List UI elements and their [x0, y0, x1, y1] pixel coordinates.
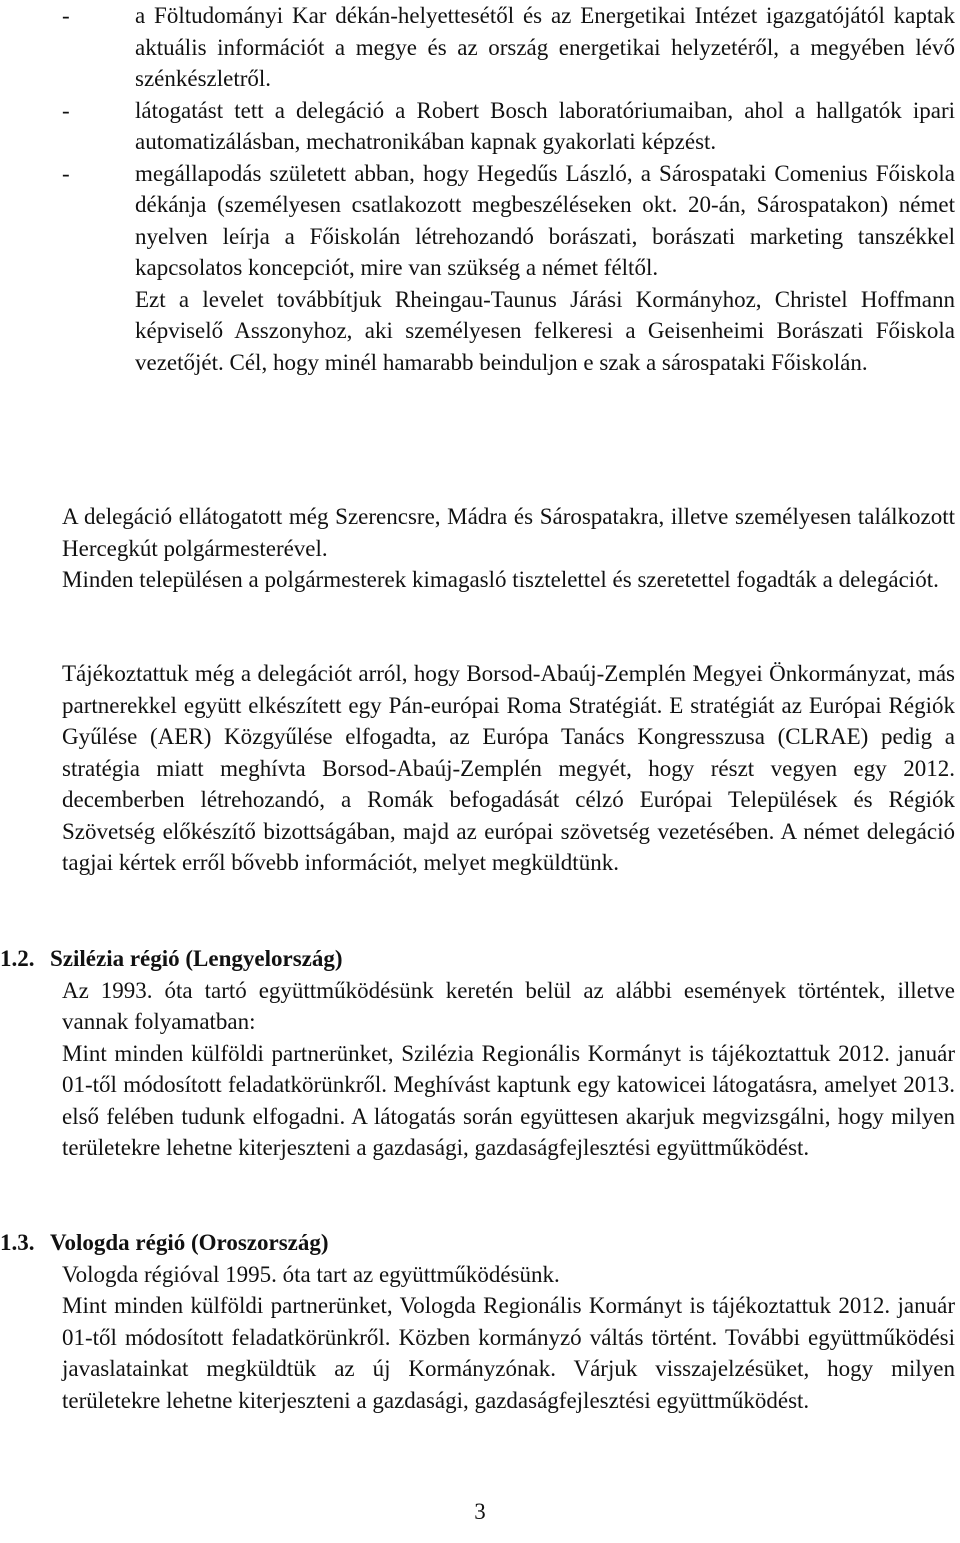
section-title: Szilézia régió (Lengyelország): [50, 946, 343, 971]
bullet-dash: -: [62, 97, 70, 123]
bullet-item: [62, 158, 955, 284]
section-vologda: [0, 1227, 955, 1416]
section-title: Vologda régió (Oroszország): [50, 1230, 329, 1255]
section-number: 1.3.: [0, 1230, 35, 1255]
bullet-dash: -: [62, 3, 70, 28]
page-number: 3: [474, 1499, 486, 1524]
paragraph-roma-strategy: Tájékoztattuk még a delegációt arról, hogy Borsod-Abaúj-Zemplén Megyei Önkormányzat, más partnerekkel együtt elkészített egy Pán-európai Roma Stratégiát. E stratégiát az Európai Régiók Gyűlése (AER) Közgyűlése elfogadta, az Európa Tanács Kongresszusa (CLRAE) pedig a stratégia miatt meghívta Borsod-Abaúj-Zemplén megyét, hogy részt vegyen egy 2012. decemberben létrehozandó, a Romák befogadását célzó Európai Települések és Régiók Szövetség előkészítő bizottságában, majd az európai szövetség vezetésében. A német delegáció tagjai kértek erről bővebb információt, melyet megküldtünk.: [62, 661, 955, 875]
section-body: [0, 1259, 955, 1417]
section-paragraph: Vologda régióval 1995. óta tart az együttműködésünk.: [62, 1261, 560, 1287]
bullet-list: [62, 0, 955, 378]
section-heading: [0, 1227, 955, 1259]
section-paragraph: Mint minden külföldi partnerünket, Szilézia Regionális Kormányt is tájékoztattuk 2012. január 01-től módosított feladatkörünkről. Meghívást kaptunk egy katowicei látogatásra, amelyet 2013. első felében tudunk elfogadni. A látogatás során együttesen akarjuk megvizsgálni, hogy milyen területekre lehetne kiterjeszteni a gazdasági, gazdaságfejlesztési együttműködést.: [62, 1040, 955, 1160]
section-body: [0, 975, 955, 1164]
paragraph-delegation-welcome: Minden településen a polgármesterek kimagasló tisztelettel és szeretettel fogadták a delegációt.: [62, 567, 939, 592]
bullet-dash: -: [62, 160, 70, 186]
section-paragraph: Mint minden külföldi partnerünket, Vologda Regionális Kormányt is tájékoztattuk 2012. január 01-től módosított feladatkörünkről. Közben kormányzó váltás történt. További együttműködési javaslatainkat megküldtük az új Kormányzónak. Várjuk visszajelzésüket, hogy milyen területekre lehetne kiterjeszteni a gazdasági, gazdaságfejlesztési együttműködést.: [62, 1293, 955, 1413]
section-heading: [0, 943, 955, 975]
bullet-text: látogatást tett a delegáció a Robert Bosch laboratóriumaiban, ahol a hallgatók ipari automatizálásban, mechatronikában kapnak gyakorlati képzést.: [135, 97, 955, 154]
bullet-item: [62, 0, 955, 95]
section-silesia: [0, 943, 955, 1164]
indented-paragraph: Ezt a levelet továbbítjuk Rheingau-Taunus Járási Kormányhoz, Christel Hoffmann képviselő Asszonyhoz, aki személyesen felkeresi a Geisenheimi Borászati Főiskola vezetőjét. Cél, hogy minél hamarabb beinduljon e szak a sárospataki Főiskolán.: [135, 286, 955, 375]
bullet-text: megállapodás született abban, hogy Hegedűs László, a Sárospataki Comenius Főiskola dékánja (személyesen csatlakozott megbeszéléseken okt. 20-án, Sárospatakon) német nyelven leírja a Főiskolán létrehozandó borászati, borászati marketing tanszékkel kapcsolatos koncepciót, mire van szükség a német féltől.: [135, 160, 955, 280]
bullet-item: [62, 95, 955, 158]
section-paragraph: Az 1993. óta tartó együttműködésünk keretén belül az alábbi események történtek, illetve vannak folyamatban:: [62, 977, 955, 1034]
section-number: 1.2.: [0, 946, 35, 971]
bullet-text: a Föltudományi Kar dékán-helyettesétől és az Energetikai Intézet igazgatójától kaptak aktuális információt a megye és az ország energetikai helyzetéről, a megyében lévő szénkészletről.: [135, 3, 955, 91]
paragraph-delegation-visits: A delegáció ellátogatott még Szerencsre, Mádra és Sárospatakra, illetve személyesen találkozott Hercegkút polgármesterével.: [62, 504, 955, 561]
